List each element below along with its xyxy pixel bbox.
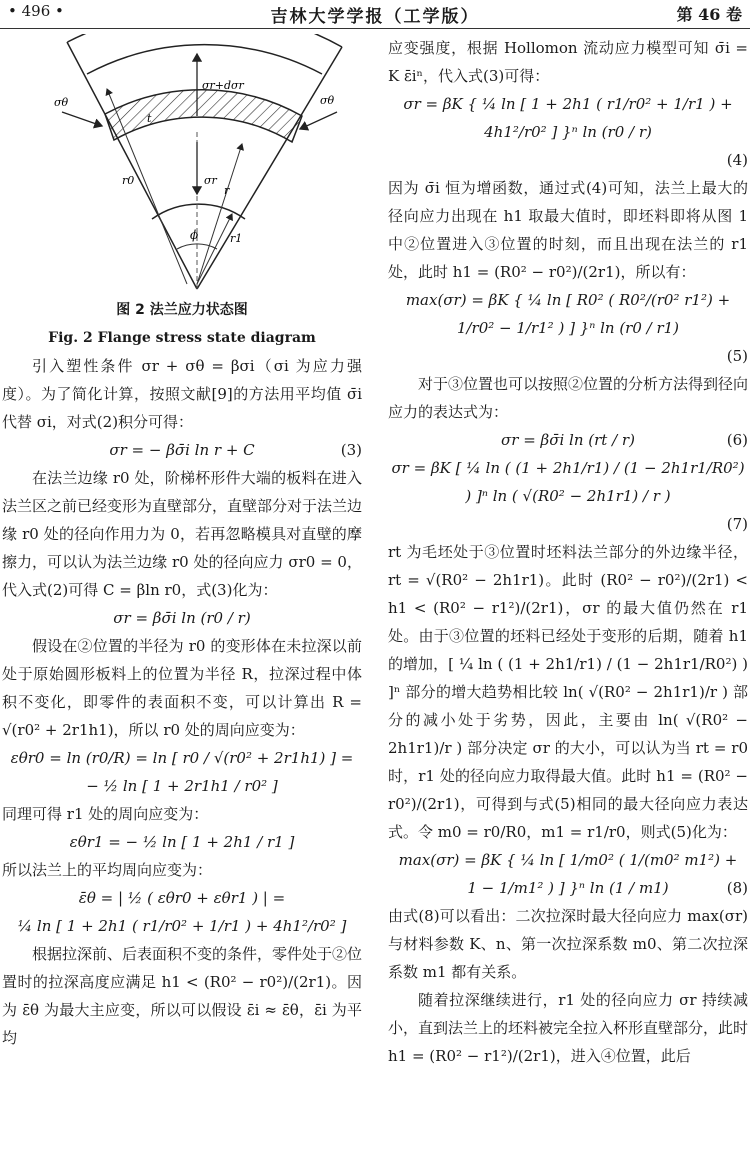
label-sr-dsr: σr+dσr bbox=[202, 79, 244, 92]
equation-7: σr = βK [ ¼ ln ( (1 + 2h1/r1) / (1 − 2h1r1/R0²) ) ]ⁿ ln ( √(R0² − 2h1r1) / r ) bbox=[391, 459, 745, 505]
equation-number: (3) bbox=[340, 441, 362, 459]
paragraph: 由式(8)可以看出：二次拉深时最大径向应力 max(σr) 与材料参数 K、n、第一次拉深系数 m0、第二次拉深系数 m1 都有关系。 bbox=[388, 907, 748, 981]
equation: εθr0 = ln (r0/R) = ln [ r0 / √(r0² + 2r1h1) ] = bbox=[10, 749, 354, 767]
paragraph: 所以法兰上的平均周向应变为： bbox=[2, 861, 213, 879]
equation-8: max(σr) = βK { ¼ ln [ 1/m0² ( 1/(m0² m1²) + bbox=[398, 851, 738, 869]
figure-2 bbox=[2, 34, 362, 292]
blank-edge-arc bbox=[87, 45, 322, 74]
equation-text: 1 − 1/m1² ) ] }ⁿ ln (1 / m1) bbox=[467, 879, 669, 897]
equation-number: (6) bbox=[726, 431, 748, 449]
left-column bbox=[2, 34, 362, 1052]
equation-5: max(σr) = βK { ¼ ln [ R0² ( R0²/(r0² r1²) + 1/r0² − 1/r1² ) ] }ⁿ ln (r0 / r1) bbox=[405, 291, 731, 337]
journal-title: 吉林大学学报（工学版） bbox=[270, 7, 480, 27]
equation: − ½ ln [ 1 + 2r1h1 / r0² ] bbox=[86, 777, 278, 795]
arrow-stheta-left bbox=[62, 112, 102, 126]
equation: εθr1 = − ½ ln [ 1 + 2h1 / r1 ] bbox=[69, 833, 295, 851]
flange-diagram bbox=[2, 34, 362, 292]
label-stheta-right: σθ bbox=[320, 94, 335, 107]
paragraph: 引入塑性条件 σr + σθ = βσi（σi 为应力强度）。为了简化计算，按照文献[9]的方法用平均值 σ̄i 代替 σi，对式(2)积分可得： bbox=[2, 357, 362, 431]
page-number: • 496 • bbox=[8, 2, 64, 20]
r1-line bbox=[197, 214, 232, 284]
label-r0: r0 bbox=[122, 174, 135, 187]
paragraph: 同理可得 r1 处的周向应变为： bbox=[2, 805, 209, 823]
page-header bbox=[0, 0, 750, 30]
radial-line-left bbox=[67, 42, 197, 289]
label-r1: r1 bbox=[230, 232, 243, 245]
paragraph: rt 为毛坯处于③位置时坯料法兰部分的外边缘半径，rt = √(R0² − 2h1r1)。此时 (R0² − r0²)/(2r1) < h1 < (R0² − r1²)/(2r1)，σr 的最大值仍然在 r1 处。由于③位置的坯料已经处于变形的后期，随着 h1 的增加，[ ¼ ln ( (1 + 2h1/r1) / (1 − 2h1r1/R0²) ) ]ⁿ 部分的增大趋势相比较 ln( √(R0² − 2h1r1)/r ) 部分的减小处于劣势，因此，主要由 ln( √(R0² − 2h1r1)/r ) 部分决定 σr 的大小，可以认为当 rt = r0 时，r1 处的径向应力取得最大值。此时 h1 = (R0² − r0²)/(2r1)，可得到与式(5)相同的最大径向应力表达式。令 m0 = r0/R0，m1 = r1/r0，则式(5)化为： bbox=[388, 543, 748, 841]
equation: ε̄θ = | ½ ( εθr0 + εθr1 ) | = bbox=[78, 889, 286, 907]
equation-number: (5) bbox=[726, 347, 748, 365]
label-r: r bbox=[224, 184, 230, 197]
paragraph: 假设在②位置的半径为 r0 的变形体在未拉深以前处于原始圆形板料上的位置为半径 R，拉深过程中体积不变化，即零件的表面积不变，可以计算出 R = √(r0² + 2r1h1)，所以 r0 处的周向应变为： bbox=[2, 637, 362, 739]
right-column bbox=[388, 34, 748, 1070]
header-rule bbox=[0, 28, 750, 29]
paragraph: 随着拉深继续进行，r1 处的径向应力 σr 持续减小，直到法兰上的坯料被完全拉入杯形直壁部分，此时 h1 = (R0² − r1²)/(2r1)，进入④位置，此后 bbox=[388, 991, 749, 1065]
r-line bbox=[197, 144, 242, 284]
equation-6 bbox=[388, 426, 748, 454]
equation-8-cont bbox=[388, 874, 748, 902]
arrow-stheta-right bbox=[300, 112, 337, 129]
hatched-element bbox=[105, 90, 302, 142]
equation: σr = βσ̄i ln (r0 / r) bbox=[113, 609, 251, 627]
paragraph: 应变强度，根据 Hollomon 流动应力模型可知 σ̄i = K ε̄iⁿ，代入式(3)可得： bbox=[388, 39, 748, 85]
equation-3 bbox=[2, 436, 362, 464]
equation-text: σr = βσ̄i ln (rt / r) bbox=[501, 431, 635, 449]
equation-number: (4) bbox=[726, 151, 748, 169]
paragraph: 在法兰边缘 r0 处，阶梯杯形件大端的板料在进入法兰区之前已经变形为直壁部分，直壁部分对于法兰边缘 r0 处的径向作用力为 0，若再忽略模具对直壁的摩擦力，可以认为法兰边缘 r0 处的径向应力 σr0 = 0，代入式(2)可得 C = βln r0，式(3)化为： bbox=[2, 469, 363, 599]
label-stheta-left: σθ bbox=[54, 96, 69, 109]
paragraph: 根据拉深前、后表面积不变的条件，零件处于②位置时的拉深高度应满足 h1 < (R0² − r0²)/(2r1)。因为 ε̄θ 为最大主应变，所以可以假设 ε̄i ≈ ε̄θ，ε̄i 为平均 bbox=[2, 945, 363, 1047]
equation-number: (7) bbox=[726, 515, 748, 533]
figure-caption-cn: 图 2 法兰应力状态图 bbox=[116, 302, 248, 318]
label-phi: ϕ bbox=[190, 228, 199, 242]
label-t: t bbox=[147, 112, 152, 125]
figure-caption-en: Fig. 2 Flange stress state diagram bbox=[48, 330, 316, 346]
equation-4: σr = βK { ¼ ln [ 1 + 2h1 ( r1/r0² + 1/r1 ) + 4h1²/r0² ] }ⁿ ln (r0 / r) bbox=[403, 95, 733, 141]
paragraph: 因为 σ̄i 恒为增函数，通过式(4)可知，法兰上最大的径向应力出现在 h1 取最大值时，即坯料即将从图 1 中②位置进入③位置的时刻，而且出现在法兰的 r1 处，此时 h1 = (R0² − r0²)/(2r1)，所以有： bbox=[388, 179, 748, 281]
equation: ¼ ln [ 1 + 2h1 ( r1/r0² + 1/r1 ) + 4h1²/r0² ] bbox=[17, 917, 347, 935]
label-sr: σr bbox=[204, 174, 217, 187]
volume-label: 第 46 卷 bbox=[676, 5, 742, 24]
paragraph: 对于③位置也可以按照②位置的分析方法得到径向应力的表达式为： bbox=[388, 375, 749, 421]
equation-number: (8) bbox=[726, 879, 748, 897]
equation-text: σr = − βσ̄i ln r + C bbox=[109, 441, 255, 459]
